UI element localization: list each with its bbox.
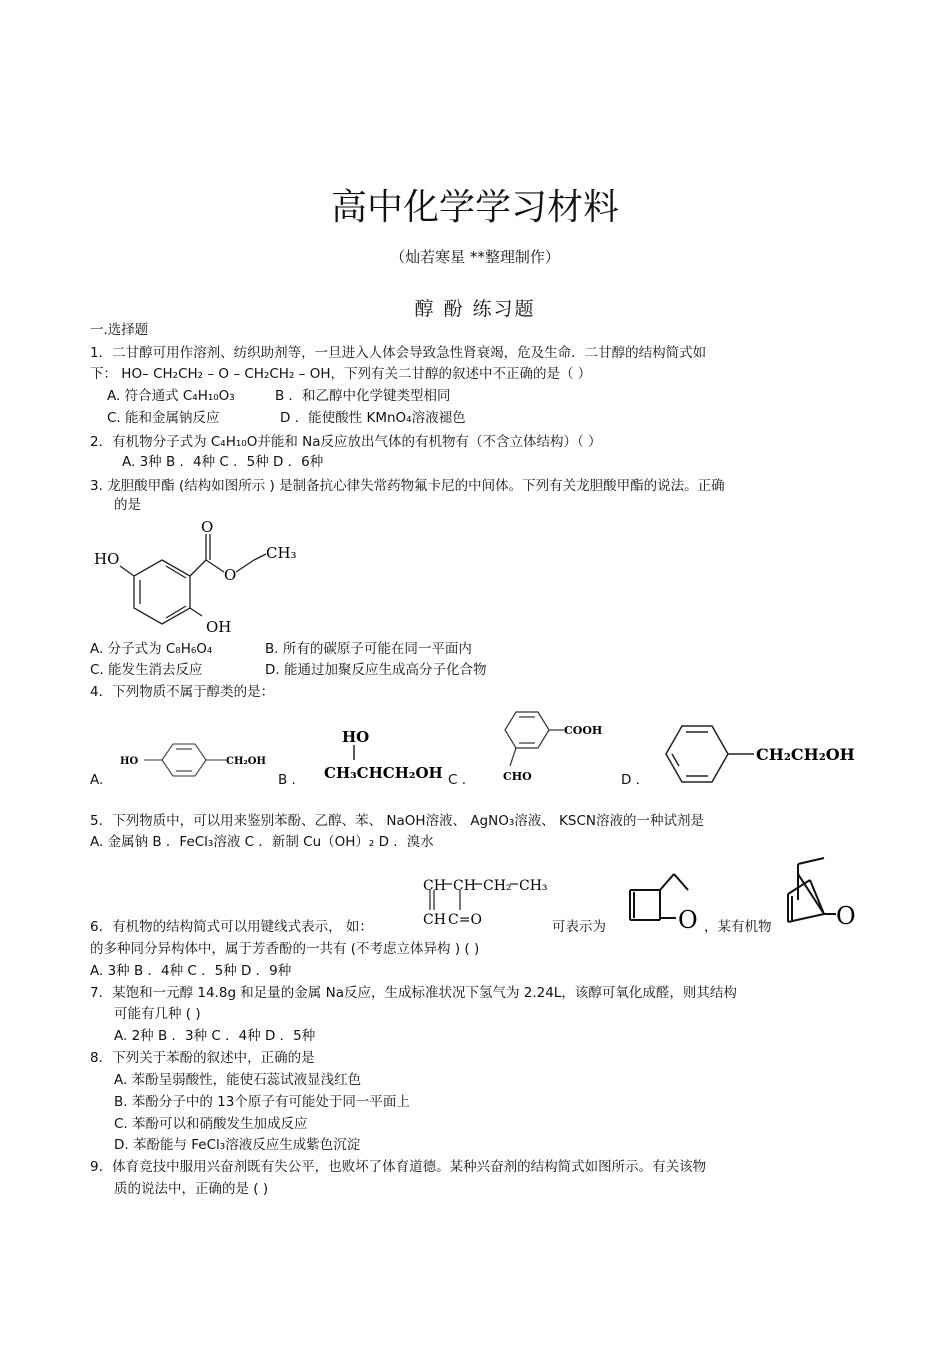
q4-structure-b xyxy=(322,726,443,782)
q4c-cho: CHO xyxy=(503,770,532,783)
q4c-cooh: COOH xyxy=(564,724,603,737)
q1-option-a: A. 符合通式 C₄H₁₀O₃ xyxy=(107,388,235,404)
q3-stem-line2: 的是 xyxy=(114,497,141,513)
q7-stem-line1: 7．某饱和一元醇 14.8g 和足量的金属 Na反应，生成标准状况下氢气为 2.24L，该醇可氧化成醛，则其结构 xyxy=(90,985,737,1001)
q6-skeletal-1-o: O xyxy=(678,906,698,934)
q4a-ch2oh: CH₂OH xyxy=(226,756,266,767)
q5-options: A. 金属钠 B ．FeCl₃溶液 C ．新制 Cu（OH）₂ D ．溴水 xyxy=(90,834,434,850)
q1-stem-line1: 1．二甘醇可用作溶剂、纺织助剂等，一旦进入人体会导致急性肾衰竭，危及生命．二甘醇的结构简式如 xyxy=(90,345,707,361)
structure-ho-label: HO xyxy=(94,550,120,568)
q4-label-a: A. xyxy=(90,772,104,788)
q6-skeletal-2-o: O xyxy=(836,902,856,930)
q8-stem: 8．下列关于苯酚的叙述中，正确的是 xyxy=(90,1050,315,1066)
q2-options: A. 3种 B ．4种 C ．5种 D ．6种 xyxy=(122,454,324,470)
q6-c-o: C=O xyxy=(448,912,482,928)
q7-stem-line2: 可能有几种 ( ) xyxy=(114,1006,201,1022)
q6-condensed-structure xyxy=(422,872,554,934)
q8-option-d: D. 苯酚能与 FeCl₃溶液反应生成紫色沉淀 xyxy=(114,1137,361,1153)
structure-methyl: CH₃ xyxy=(266,544,297,562)
q4-structure-d xyxy=(664,722,855,786)
q4a-ho: HO xyxy=(120,756,139,767)
q9-stem-line1: 9．体育竞技中服用兴奋剂既有失公平，也败坏了体育道德。某种兴奋剂的结构简式如图所示。有关该物 xyxy=(90,1159,707,1175)
exercise-title: 醇 酚 练习题 xyxy=(414,298,536,320)
q6-ch3: CH₃ xyxy=(519,878,548,894)
q6-stem-line1-c: ，某有机物 xyxy=(704,919,772,935)
q4d-chain: CH₂CH₂OH xyxy=(756,745,855,764)
q1-stem-line2: 下： HO– CH₂CH₂ – O – CH₂CH₂ – OH，下列有关二甘醇的叙述中不正确的是（ ） xyxy=(90,366,592,382)
gentisic-methyl-ester-structure xyxy=(90,518,305,636)
q4b-ho: HO xyxy=(342,728,370,746)
q1-option-d: D ．能使酸性 KMnO₄溶液褪色 xyxy=(280,410,466,426)
q3-option-a: A. 分子式为 C₈H₆O₄ xyxy=(90,641,213,657)
q8-option-b: B. 苯酚分子中的 13个原子有可能处于同一平面上 xyxy=(114,1094,410,1110)
structure-carbonyl-o: O xyxy=(201,518,214,536)
q6-skeletal-2 xyxy=(784,854,860,934)
page-subtitle: （灿若寒星 **整理制作） xyxy=(390,248,560,266)
q6-ch-top: CH xyxy=(423,878,446,894)
q5-stem: 5．下列物质中，可以用来鉴别苯酚、乙醇、苯、 NaOH溶液、 AgNO₃溶液、 KSCN溶液的一种试剂是 xyxy=(90,813,704,829)
q7-options: A. 2种 B ．3种 C ．4种 D ．5种 xyxy=(114,1028,316,1044)
q6-ch-bottom: CH xyxy=(423,912,446,928)
q6-options: A. 3种 B ．4种 C ．5种 D ．9种 xyxy=(90,963,292,979)
page-title: 高中化学学习材料 xyxy=(330,187,619,228)
q8-option-c: C. 苯酚可以和硝酸发生加成反应 xyxy=(114,1116,308,1132)
q6-ch2: CH₂ xyxy=(483,878,512,894)
q6-ch-top2: CH xyxy=(453,878,476,894)
q6-stem-line1-a: 6．有机物的结构简式可以用键线式表示， 如： xyxy=(90,919,373,935)
q3-option-d: D. 能通过加聚反应生成高分子化合物 xyxy=(265,662,487,678)
q4-structure-a xyxy=(118,738,266,780)
q4-label-b: B . xyxy=(278,772,296,788)
q6-stem-line1-b: 可表示为 xyxy=(552,919,606,935)
q3-option-b: B. 所有的碳原子可能在同一平面内 xyxy=(265,641,472,657)
q4-structure-c xyxy=(490,706,606,786)
structure-ester-o: O xyxy=(224,566,237,584)
q3-stem-line1: 3. 龙胆酸甲酯 (结构如图所示 ) 是制备抗心律失常药物氟卡尼的中间体。下列有关龙胆酸甲酯的说法。正确 xyxy=(90,478,725,494)
q3-option-c: C. 能发生消去反应 xyxy=(90,662,203,678)
q2-stem: 2．有机物分子式为 C₄H₁₀O并能和 Na反应放出气体的有机物有（不含立体结构）（ ） xyxy=(90,434,602,450)
q6-stem-line2: 的多种同分异构体中，属于芳香酚的一共有 (不考虑立体异构 ) ( ) xyxy=(90,941,480,957)
q6-skeletal-1 xyxy=(624,870,702,934)
q8-option-a: A. 苯酚呈弱酸性，能使石蕊试液显浅红色 xyxy=(114,1072,362,1088)
q4-label-c: C . xyxy=(448,772,467,788)
q4b-chain: CH₃CHCH₂OH xyxy=(324,764,443,782)
q4-stem: 4．下列物质不属于醇类的是： xyxy=(90,684,275,700)
q9-stem-line2: 质的说法中，正确的是 ( ) xyxy=(114,1181,269,1197)
structure-oh-label: OH xyxy=(206,618,232,636)
q1-option-c: C. 能和金属钠反应 xyxy=(107,410,220,426)
q4-label-d: D . xyxy=(621,772,640,788)
section-label: 一.选择题 xyxy=(90,322,149,338)
q1-option-b: B ．和乙醇中化学键类型相同 xyxy=(275,388,451,404)
